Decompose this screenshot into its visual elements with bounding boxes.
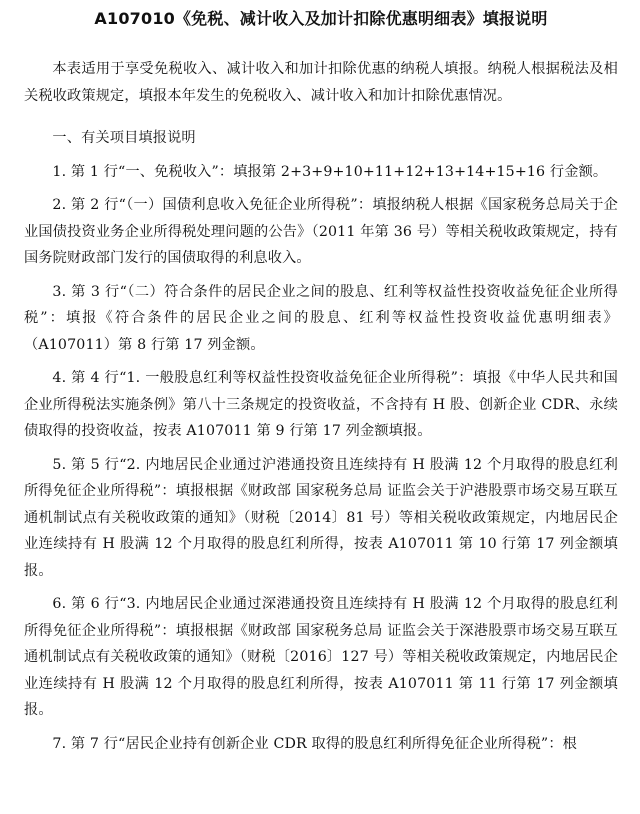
list-item-row-5: 5. 第 5 行“2. 内地居民企业通过沪港通投资且连续持有 H 股满 12 个月取得的股息红利所得免征企业所得税”：填报根据《财政部 国家税务总局 证监会关于沪港股票市场交易互联互通机制试点有关税收政策的通知》（财税〔2014〕81 号）等相关税收政策规定，内地居民企业连续持有 H 股满 12 个月取得的股息红利所得，按表 A107011 第 10 行第 17 列金额填报。 [24, 456, 618, 579]
list-item-row-3: 3. 第 3 行“（二）符合条件的居民企业之间的股息、红利等权益性投资收益免征企业所得税”：填报《符合条件的居民企业之间的股息、红利等权益性投资收益优惠明细表》（A107011）第 8 行第 17 列金额。 [24, 283, 618, 353]
list-item-row-6: 6. 第 6 行“3. 内地居民企业通过深港通投资且连续持有 H 股满 12 个月取得的股息红利所得免征企业所得税”：填报根据《财政部 国家税务总局 证监会关于深港股票市场交易互联互通机制试点有关税收政策的通知》（财税〔2016〕127 号）等相关税收政策规定，内地居民企业连续持有 H 股满 12 个月取得的股息红利所得，按表 A107011 第 11 行第 17 列金额填报。 [24, 596, 618, 718]
list-item-row-2: 2. 第 2 行“（一）国债利息收入免征企业所得税”：填报纳税人根据《国家税务总局关于企业国债投资业务企业所得税处理问题的公告》（2011 年第 36 号）等相关税收政策规定，持有国务院财政部门发行的国债取得的利息收入。 [24, 197, 618, 266]
document-title: A107010《免税、减计收入及加计扣除优惠明细表》填报说明 [94, 9, 548, 28]
list-item-row-1: 1. 第 1 行“一、免税收入”：填报第 2+3+9+10+11+12+13+14+15+16 行金额。 [52, 163, 608, 180]
list-item-row-7: 7. 第 7 行“居民企业持有创新企业 CDR 取得的股息红利所得免征企业所得税”：根 [52, 735, 577, 752]
list-item-row-4: 4. 第 4 行“1. 一般股息红利等权益性投资收益免征企业所得税”：填报《中华人民共和国企业所得税法实施条例》第八十三条规定的投资收益，不含持有 H 股、创新企业 CDR、永续债取得的投资收益，按表 A107011 第 9 行第 17 列金额填报。 [24, 370, 618, 439]
intro-paragraph: 本表适用于享受免税收入、减计收入和加计扣除优惠的纳税人填报。纳税人根据税法及相关税收政策规定，填报本年发生的免税收入、减计收入和加计扣除优惠情况。 [24, 61, 618, 104]
section-heading: 一、有关项目填报说明 [52, 130, 196, 146]
